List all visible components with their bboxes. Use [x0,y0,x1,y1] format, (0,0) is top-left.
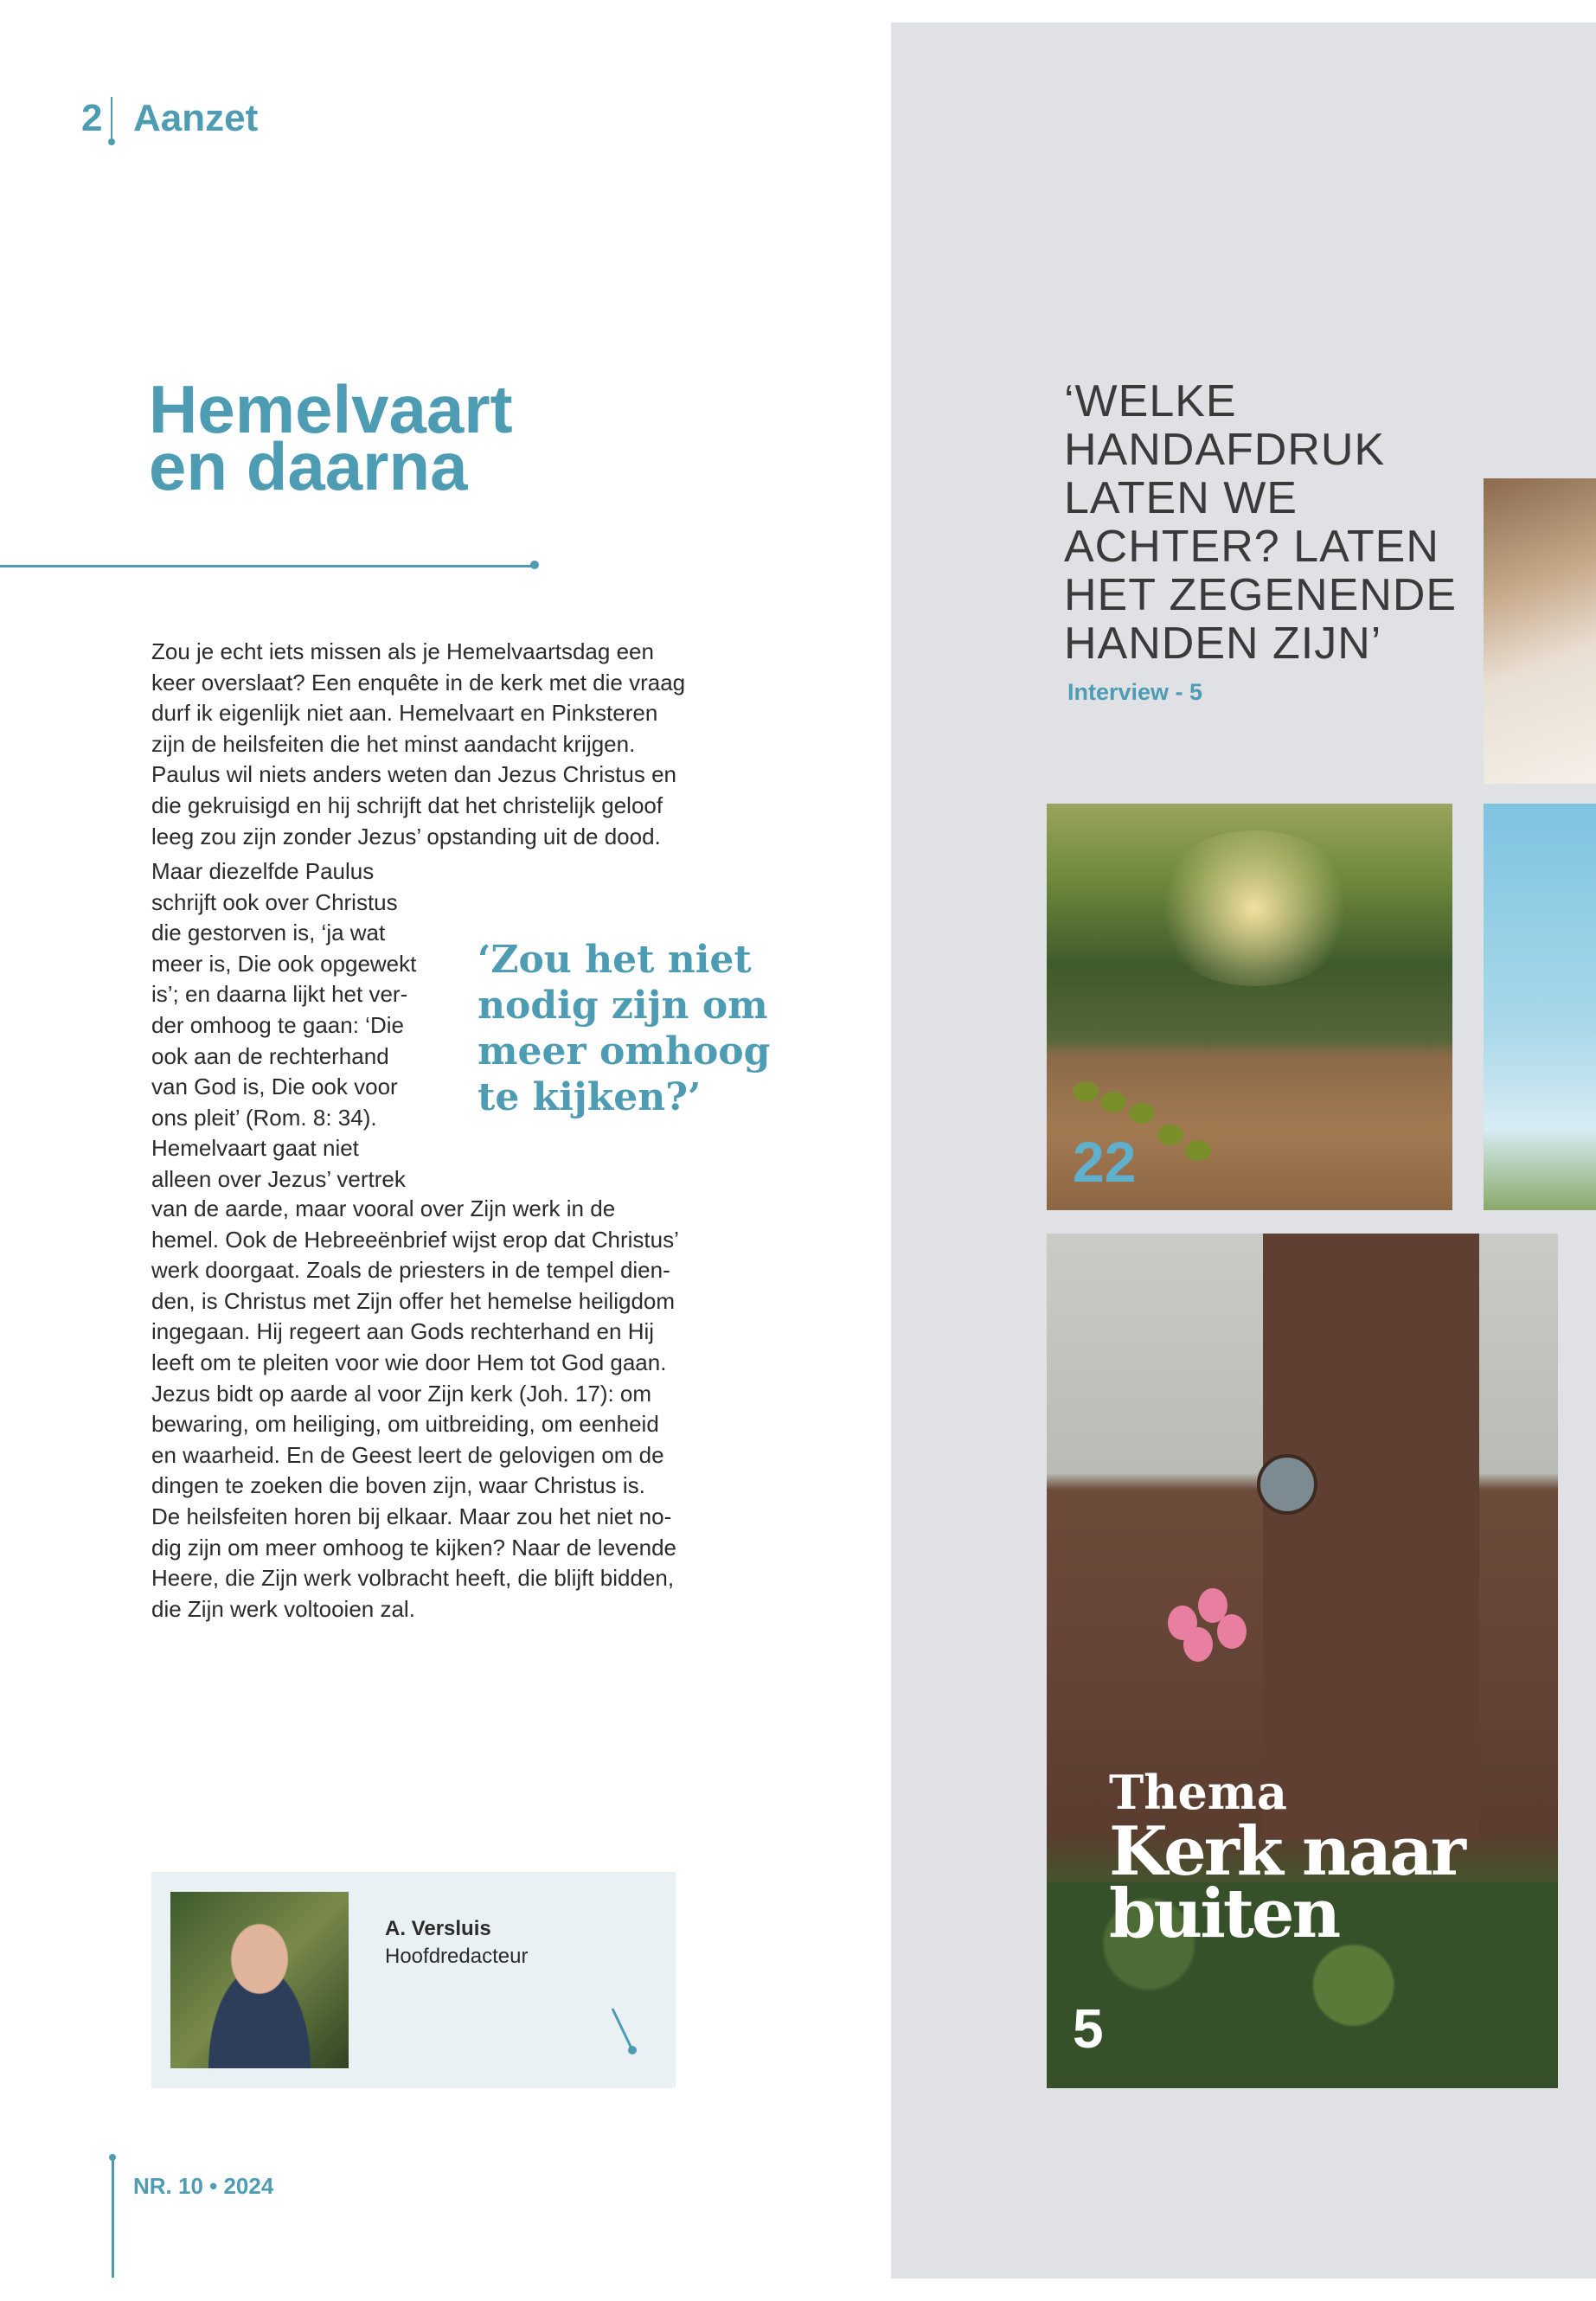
theme-label: Thema [1109,1765,1287,1820]
body-line: ook aan de rechterhand [151,1042,389,1069]
church-round-window [1257,1454,1317,1515]
body-line: is’; en daarna lijkt het ver- [151,981,408,1008]
pull-quote-line: te kijken?’ [478,1075,702,1119]
title-rule-dot [530,561,539,569]
olive-fruit [1157,1125,1183,1145]
body-line: Paulus wil niets anders weten dan Jezus Christus en [151,761,676,788]
body-line: alleen over Jezus’ vertrek [151,1165,406,1192]
body-line: van God is, Die ook voor [151,1074,398,1100]
theme-page-number: 5 [1073,1997,1104,2060]
article-title-line: Hemelvaart [149,371,513,447]
body-line: Hemelvaart gaat niet [151,1135,359,1162]
author-name: A. Versluis [385,1917,491,1940]
body-line: leeg zou zijn zonder Jezus’ opstanding uit de dood. [151,823,661,849]
olive-page-number: 22 [1073,1130,1137,1194]
article-title [149,371,599,504]
section-title: Aanzet [133,97,259,139]
theme-title [1109,1812,1542,1953]
pull-quote-line: ‘Zou het niet [478,938,752,982]
page-number-divider-dot [108,138,115,145]
olive-photo-glow [1151,830,1358,986]
olive-fruit [1185,1140,1211,1161]
body-line: die gestorven is, ‘ja wat [151,920,386,946]
body-line: hemel. Ook de Hebreeënbrief wijst erop dat Christus’ [151,1226,679,1253]
body-line: zijn de heilsfeiten die het minst aandacht krijgen. [151,730,636,757]
body-line: durf ik eigenlijk niet aan. Hemelvaart en Pinksteren [151,700,658,727]
page-number: 2 [81,97,103,139]
baby-photo[interactable] [1484,478,1596,784]
theme-title-line: Kerk naar [1109,1812,1464,1891]
church-tower [1263,1234,1479,1839]
interview-quote-line: HET ZEGENENDE [1064,570,1458,620]
article-title-line: en daarna [149,428,468,504]
body-line: Jezus bidt op aarde al voor Zijn kerk (Joh. 17): om [151,1380,652,1407]
balloon [1217,1614,1247,1649]
interview-teaser-quote[interactable] [1064,377,1462,668]
body-line: den, is Christus met Zijn offer het hemelse heiligdom [151,1287,676,1314]
interview-quote-line: HANDAFDRUK [1064,425,1386,475]
balloon [1183,1627,1213,1662]
body-line: werk doorgaat. Zoals de priesters in de tempel dien- [151,1257,670,1284]
body-line: ons pleit’ (Rom. 8: 34). [151,1104,377,1131]
body-line: bewaring, om heiliging, om uitbreiding, om eenheid [151,1411,659,1438]
body-line: leeft om te pleiten voor wie door Hem tot God gaan. [151,1349,667,1375]
body-line: De heilsfeiten horen bij elkaar. Maar zou het niet no- [151,1503,672,1529]
body-line: meer is, Die ook opgewekt [151,950,417,977]
article-body-column [151,856,445,1195]
page-number-divider [111,97,112,142]
issue-label: NR. 10 • 2024 [133,2173,274,2199]
article-body-intro [151,637,740,852]
olive-fruit [1073,1081,1099,1102]
theme-title-line: buiten [1109,1875,1339,1953]
interview-quote-line: HANDEN ZIJN’ [1064,619,1382,669]
interview-quote-line: ACHTER? LATEN [1064,522,1439,572]
body-line: keer overslaat? Een enquête in de kerk met die vraag [151,669,686,695]
olive-fruit [1100,1092,1126,1112]
interview-quote-line: LATEN WE [1064,473,1298,523]
sky-photo[interactable] [1484,804,1596,1210]
footer-divider-dot [109,2154,116,2161]
body-line: Zou je echt iets missen als je Hemelvaartsdag een [151,638,654,664]
body-line: van de aarde, maar vooral over Zijn werk in de [151,1195,616,1221]
body-line: die gekruisigd en hij schrijft dat het christelijk geloof [151,792,663,818]
body-line: ingegaan. Hij regeert aan Gods rechterhand en Hij [151,1318,655,1345]
body-line: dingen te zoeken die boven zijn, waar Christus is. [151,1472,645,1499]
interview-page-ref[interactable]: Interview - 5 [1067,679,1203,705]
pull-quote-line: meer omhoog [478,1029,771,1074]
body-line: Heere, die Zijn werk volbracht heeft, die blijft bidden, [151,1565,675,1592]
article-body-conclusion [151,1194,740,1625]
body-line: en waarheid. En de Geest leert de gelovigen om de [151,1441,664,1468]
end-mark-icon [606,2005,640,2057]
interview-quote-line: ‘WELKE [1064,376,1237,426]
pull-quote-line: nodig zijn om [478,984,768,1028]
body-line: Maar diezelfde Paulus [151,858,375,884]
body-line: dig zijn om meer omhoog te kijken? Naar de levende [151,1534,677,1561]
title-rule [0,565,535,567]
body-line: der omhoog te gaan: ‘Die [151,1011,404,1038]
author-photo [170,1892,349,2068]
olive-fruit [1129,1103,1155,1124]
author-role: Hoofdredacteur [385,1945,529,1968]
church-photo[interactable] [1047,1234,1558,2088]
pull-quote [478,937,772,1120]
footer-divider [112,2157,114,2278]
body-line: schrijft ook over Christus [151,888,398,915]
body-line: die Zijn werk voltooien zal. [151,1595,415,1622]
